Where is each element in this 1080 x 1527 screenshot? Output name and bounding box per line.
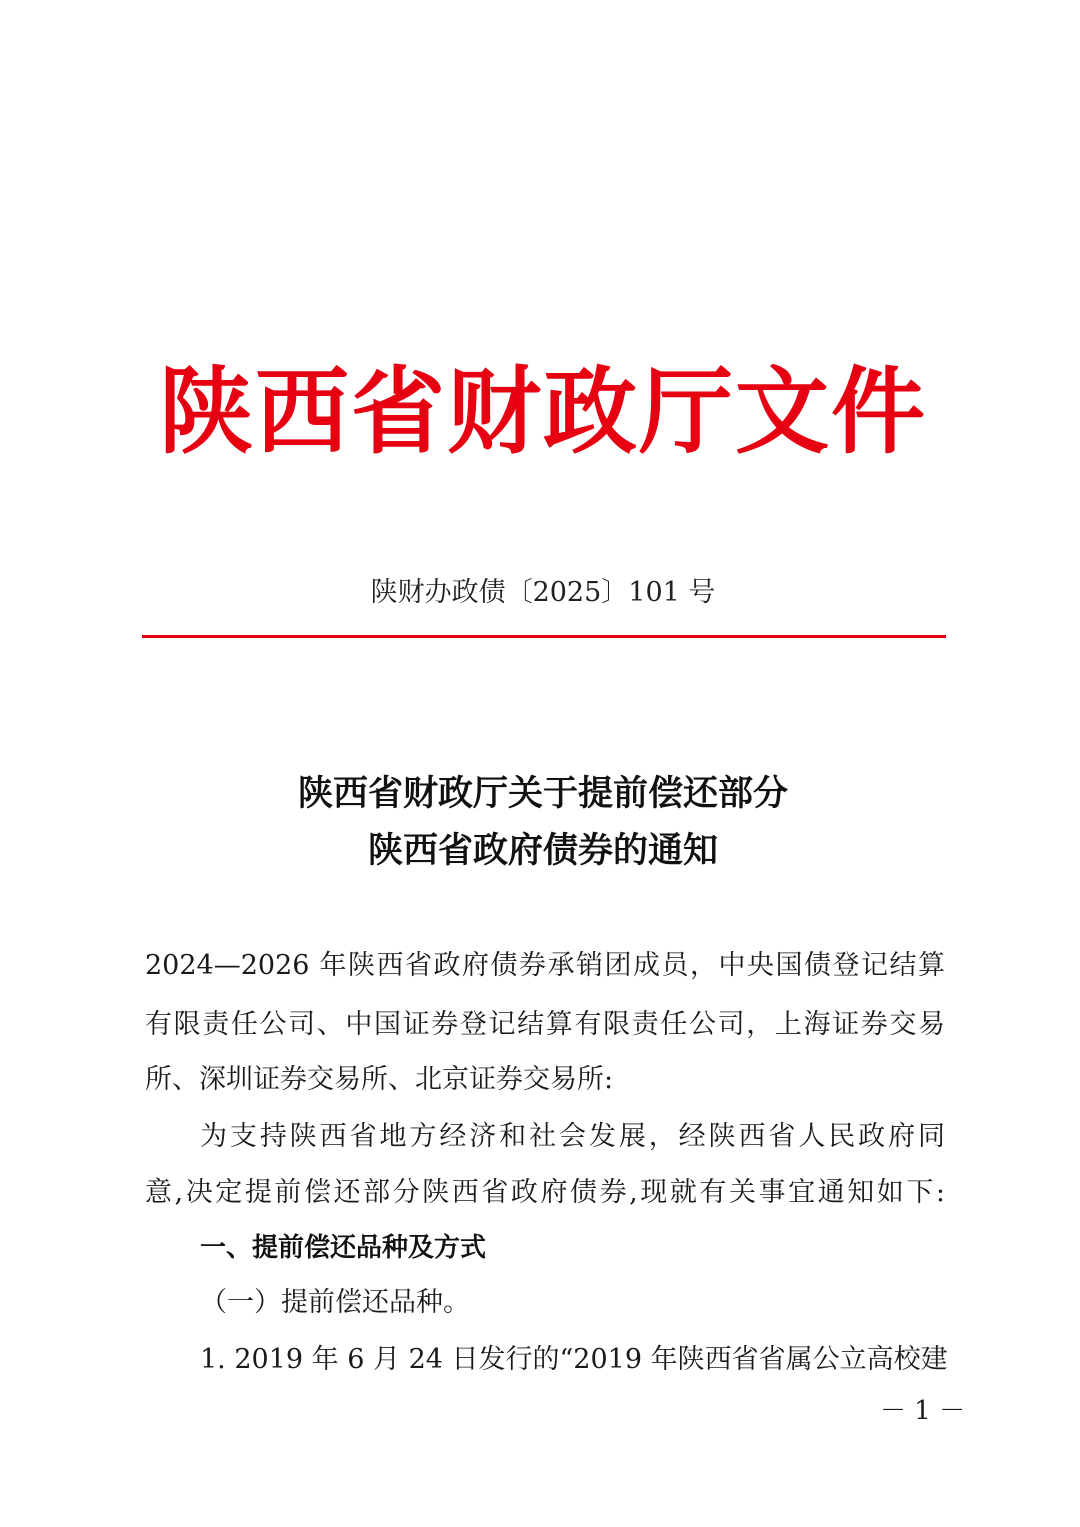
page-number: － 1 － [880,1396,966,1426]
intro-line-1: 为支持陕西省地方经济和社会发展，经陕西省人民政府同 [200,1121,945,1152]
sub-heading: （一）提前偿还品种。 [200,1287,470,1318]
item-line-1: 1. 2019 年 6 月 24 日发行的“2019 年陕西省省属公立高校建 [200,1344,948,1375]
addressee-line-1: 2024—2026 年陕西省政府债券承销团成员，中央国债登记结算 [145,950,945,981]
masthead-title: 陕西省财政厅文件 [158,357,927,467]
addressee-line-2: 有限责任公司、中国证券登记结算有限责任公司，上海证券交易 [145,1009,945,1040]
section-heading: 一、提前偿还品种及方式 [200,1233,487,1263]
addressee-line-3: 所、深圳证券交易所、北京证券交易所: [145,1064,614,1095]
document-number: 陕财办政债〔2025〕101 号 [370,577,716,608]
intro-line-2: 意,决定提前偿还部分陕西省政府债券,现就有关事宜通知如下: [145,1177,945,1208]
document-title-line-2: 陕西省政府债券的通知 [367,831,718,871]
red-divider-line [142,635,946,638]
document-title-line-1: 陕西省财政厅关于提前偿还部分 [297,774,788,814]
